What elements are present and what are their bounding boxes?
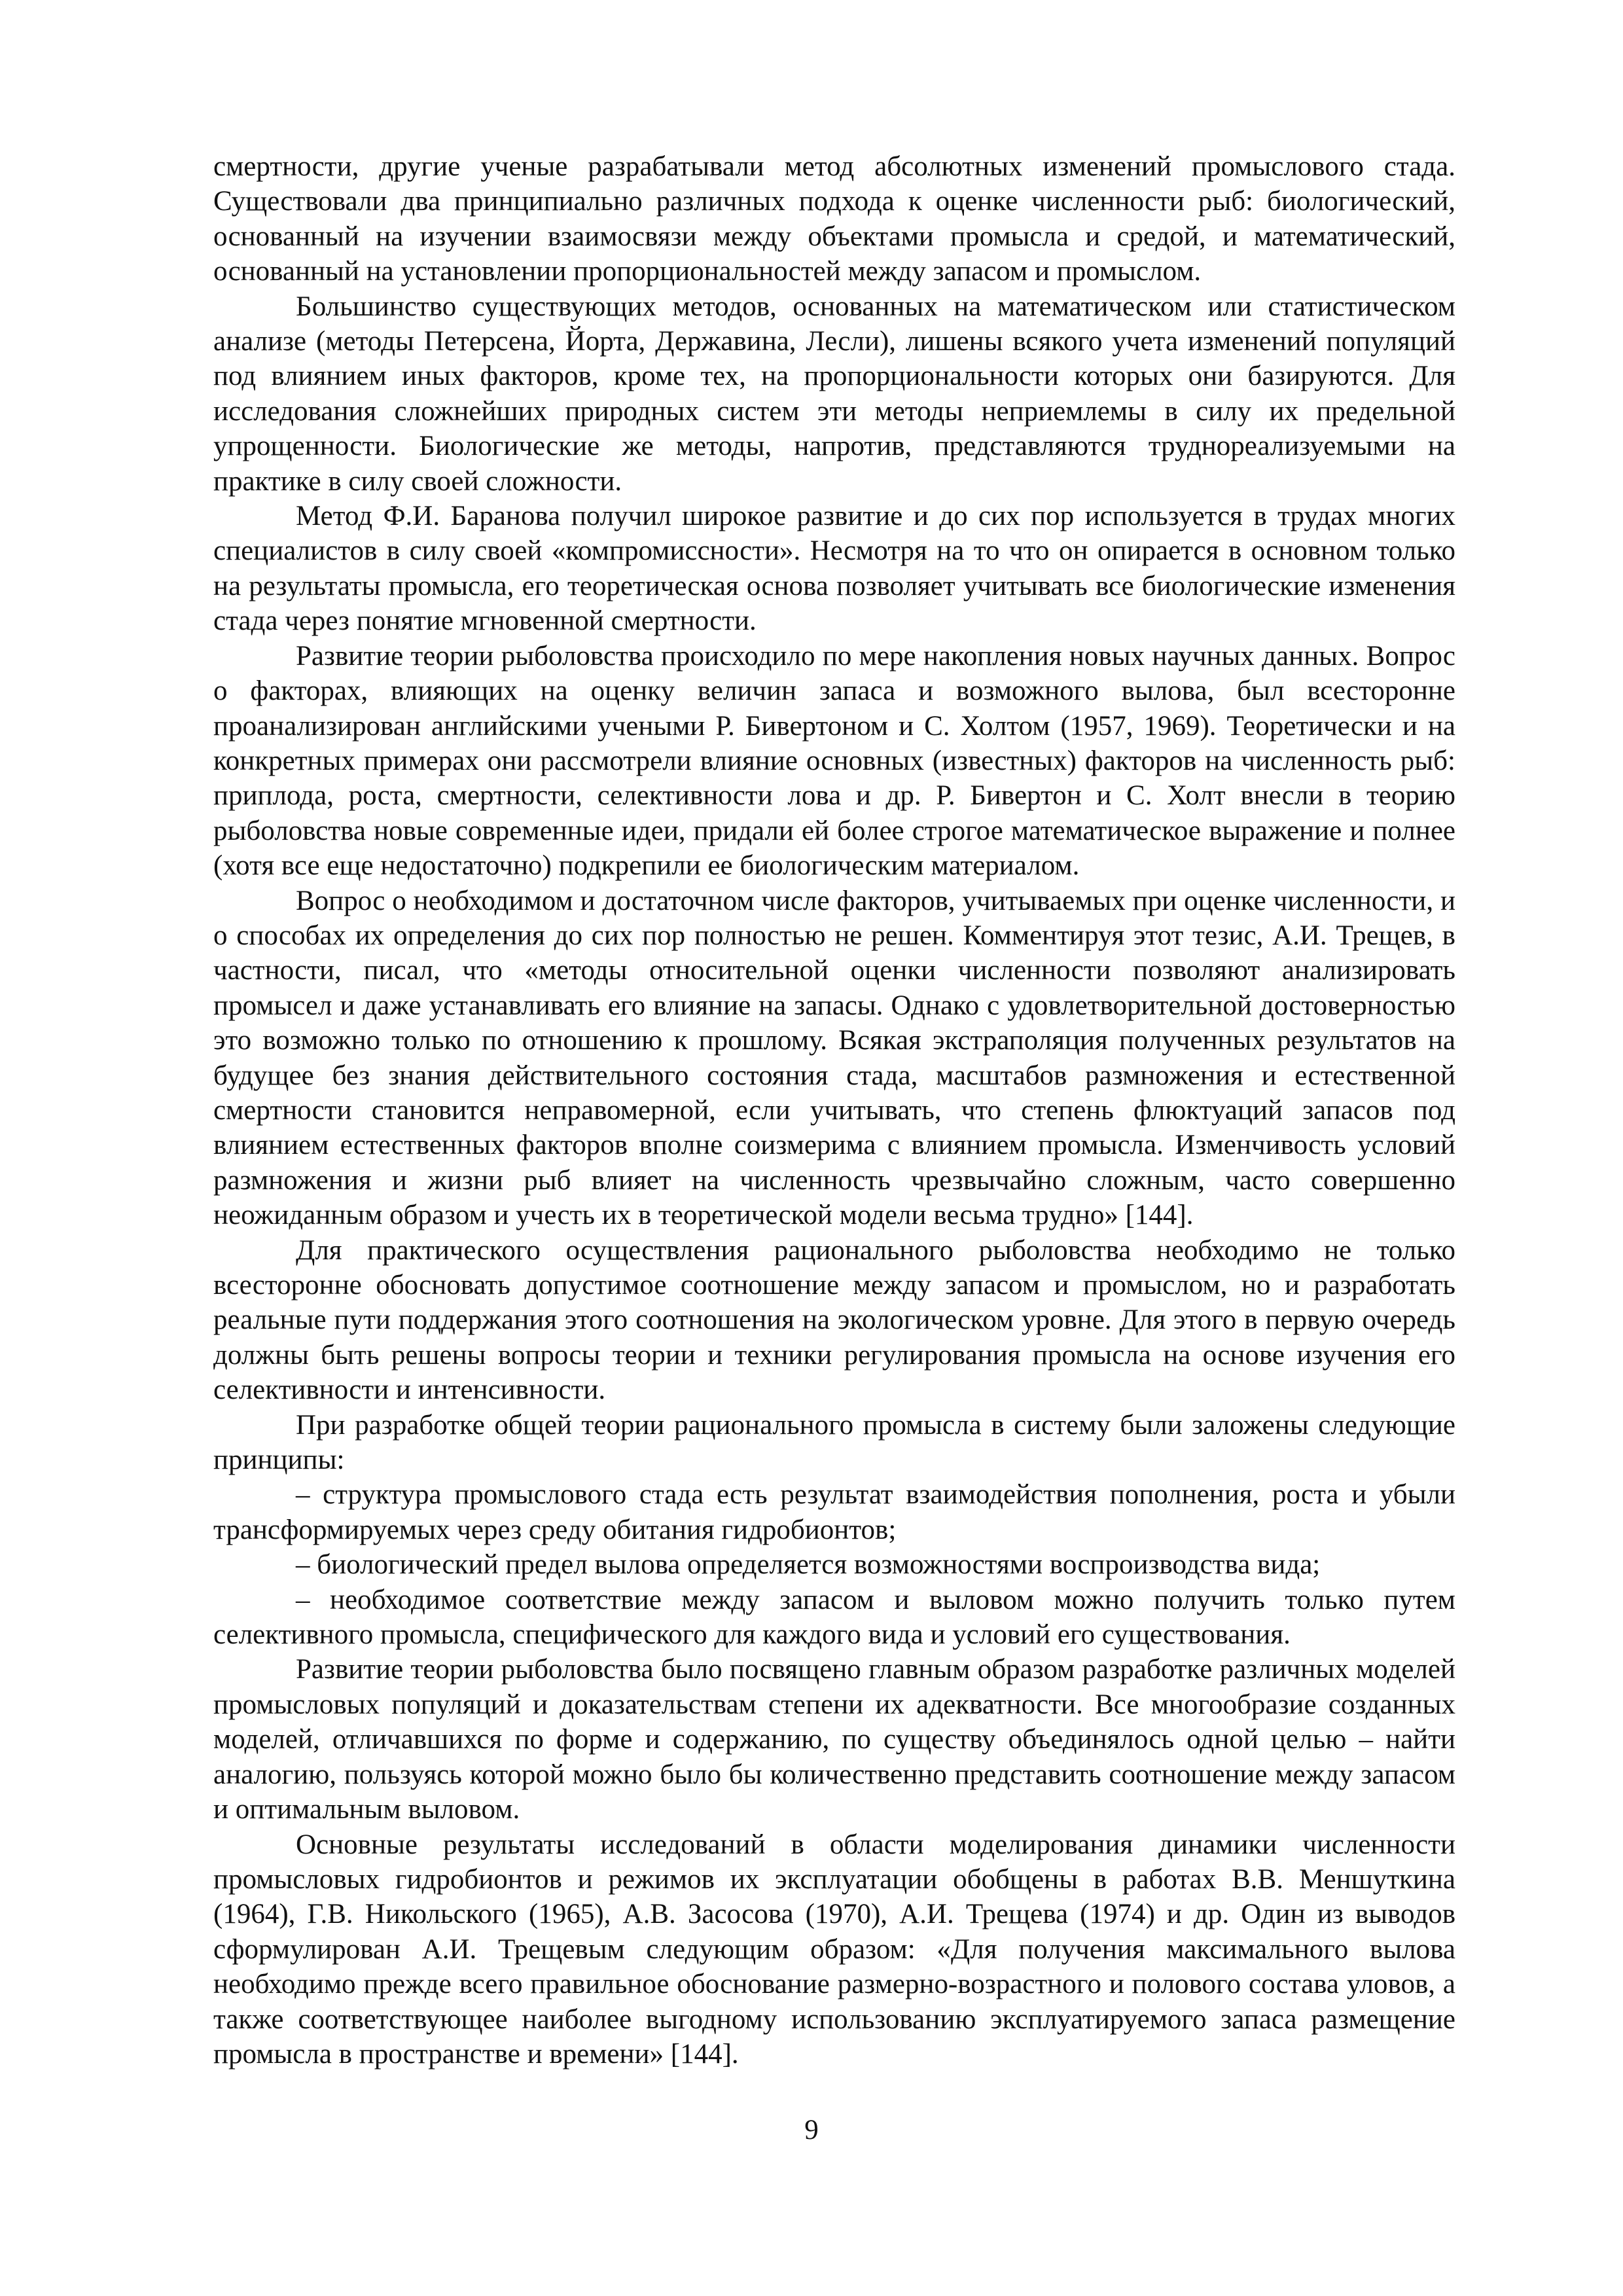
paragraph-4: Развитие теории рыболовства происходило по мере накопления новых научных данных. Вопрос о факторах, влияющих на оценку величин запаса и возможного вылова, был всесторонне проанализирован английскими учеными Р. Бивертоном и С. Холтом (1957, 1969). Теоретически и на конкретных примерах они рассмотрели влияние основных (известных) факторов на численность рыб: приплода, роста, смертности, селективности лова и др. Р. Бивертон и С. Холт внесли в теорию рыболовства новые современные идеи, придали ей более строгое математическое выражение и полнее (хотя все еще недостаточно) подкрепили ее биологическим материалом. [213, 640, 1455, 882]
page-number: 9 [804, 2115, 819, 2145]
paragraph-8: Развитие теории рыболовства было посвящено главным образом разработке различных моделей промысловых популяций и доказательствам степени их адекватности. Все многообразие созданных моделей, отличавшихся по форме и содержанию, по существу объединялось одной целью – найти аналогию, пользуясь которой можно было бы количественно представить соотношение между запасом и оптимальным выловом. [213, 1654, 1455, 1825]
paragraph-9: Основные результаты исследований в области моделирования динамики численности промысловых гидробионтов и режимов их эксплуатации обобщены в работах В.В. Меншуткина (1964), Г.В. Никольского (1965), А.В. Засосова (1970), А.И. Трещева (1974) и др. Один из выводов сформулирован А.И. Трещевым следующим образом: «Для получения максимального вылова необходимо прежде всего правильное обоснование размерно-возрастного и полового состава уловов, а также соответствующее наиболее выгодному использованию эксплуатируемого запаса размещение промысла в пространстве и времени» [144]. [213, 1829, 1455, 2070]
paragraph-7: При разработке общей теории рационального промысла в систему были заложены следующие принципы: [213, 1409, 1455, 1476]
paragraph-5: Вопрос о необходимом и достаточном числе факторов, учитываемых при оценке численности, и о способах их определения до сих пор полностью не решен. Комментируя этот тезис, А.И. Трещев, в частности, писал, что «методы относительной оценки численности позволяют анализировать промысел и даже устанавливать его влияние на запасы. Однако с удовлетворительной достоверностью это возможно только по отношению к прошлому. Всякая экстраполяция полученных результатов на будущее без знания действительного состояния стада, масштабов размножения и естественной смертности становится неправомерной, если учитывать, что степень флюктуаций запасов под влиянием естественных факторов вполне соизмерима с влиянием промысла. Изменчивость условий размножения и жизни рыб влияет на численность чрезвычайно сложным, часто совершенно неожиданным образом и учесть их в теоретической модели весьма трудно» [144]. [213, 885, 1455, 1231]
paragraph-1: смертности, другие ученые разрабатывали метод абсолютных изменений промыслового стада. Существовали два принципиально различных подхода к оценке численности рыб: биологический, основанный на изучении взаимосвязи между объектами промысла и средой, и математический, основанный на установлении пропорциональностей между запасом и промыслом. [213, 151, 1455, 287]
list-item-2: – биологический предел вылова определяется возможностями воспроизводства вида; [296, 1549, 1321, 1581]
paragraph-3: Метод Ф.И. Баранова получил широкое развитие и до сих пор используется в трудах многих специалистов в силу своей «компромиссности». Несмотря на то что он опирается в основном только на результаты промысла, его теоретическая основа позволяет учитывать все биологические изменения стада через понятие мгновенной смертности. [213, 501, 1455, 637]
list-item-3: – необходимое соответствие между запасом и выловом можно получить только путем селективного промысла, специфического для каждого вида и условий его существования. [213, 1584, 1455, 1651]
paragraph-6: Для практического осуществления рационального рыболовства необходимо не только всесторонне обосновать допустимое соотношение между запасом и промыслом, но и разработать реальные пути поддержания этого соотношения на экологическом уровне. Для этого в первую очередь должны быть решены вопросы теории и техники регулирования промысла на основе изучения его селективности и интенсивности. [213, 1234, 1455, 1406]
list-item-1: – структура промыслового стада есть результат взаимодействия пополнения, роста и убыли трансформируемых через среду обитания гидробионтов; [213, 1479, 1455, 1545]
body-text [213, 149, 1455, 2072]
paragraph-2: Большинство существующих методов, основанных на математическом или статистическом анализе (методы Петерсена, Йорта, Державина, Лесли), лишены всякого учета изменений популяций под влиянием иных факторов, кроме тех, на пропорциональности которых они базируются. Для исследования сложнейших природных систем эти методы неприемлемы в силу их предельной упрощенности. Биологические же методы, напротив, представляются труднореализуемыми на практике в силу своей сложности. [213, 291, 1455, 497]
